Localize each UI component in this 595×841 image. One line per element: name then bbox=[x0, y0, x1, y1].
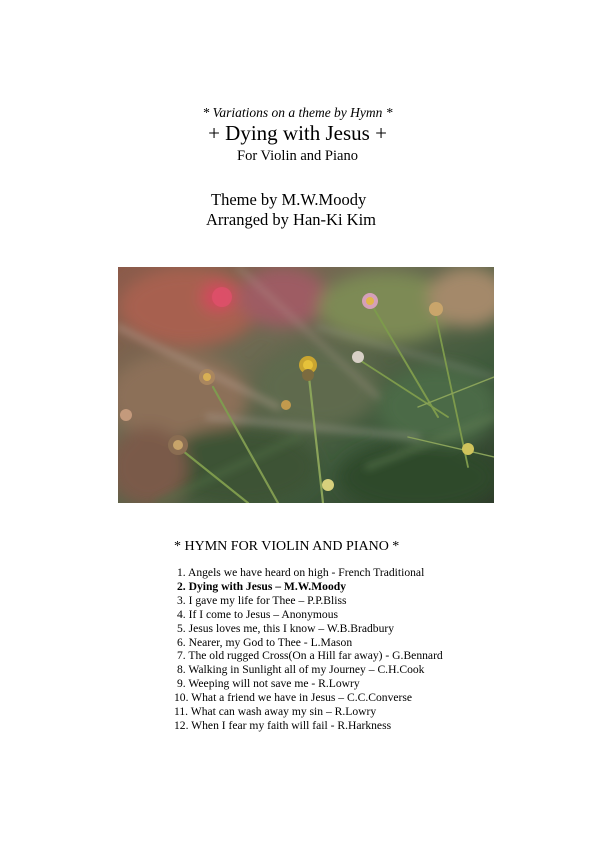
list-item: 1. Angels we have heard on high - French Traditional bbox=[177, 566, 425, 579]
list-item: 7. The old rugged Cross(On a Hill far away) - G.Bennard bbox=[177, 649, 443, 663]
list-item: 6. Nearer, my God to Thee - L.Mason bbox=[177, 635, 353, 649]
credits bbox=[206, 190, 376, 230]
list-item-highlighted: 2. Dying with Jesus – M.W.Moody bbox=[177, 579, 346, 593]
flower-photo bbox=[118, 267, 494, 503]
list-item: 12. When I fear my faith will fail - R.Harkness bbox=[174, 718, 392, 732]
list-item: 11. What can wash away my sin – R.Lowry bbox=[174, 705, 377, 719]
list-item: 9. Weeping will not save me - R.Lowry bbox=[177, 677, 360, 691]
list-item: 10. What a friend we have in Jesus – C.C.Converse bbox=[174, 691, 413, 705]
list-item: 3. I gave my life for Thee – P.P.Bliss bbox=[177, 593, 347, 607]
instrumentation: For Violin and Piano bbox=[237, 148, 358, 164]
arranger-credit: Arranged by Han-Ki Kim bbox=[206, 210, 376, 229]
theme-credit: Theme by M.W.Moody bbox=[211, 190, 367, 209]
hymn-list-heading: * HYMN FOR VIOLIN AND PIANO * bbox=[174, 539, 400, 554]
list-item: 4. If I come to Jesus – Anonymous bbox=[177, 607, 339, 621]
page-title: + Dying with Jesus + bbox=[208, 121, 387, 145]
list-item: 8. Walking in Sunlight all of my Journey – C.H.Cook bbox=[177, 663, 425, 677]
subtitle: * Variations on a theme by Hymn * bbox=[202, 105, 393, 120]
hymn-list bbox=[172, 566, 443, 733]
title-block bbox=[0, 104, 595, 166]
list-item: 5. Jesus loves me, this I know – W.B.Bradbury bbox=[177, 621, 395, 635]
